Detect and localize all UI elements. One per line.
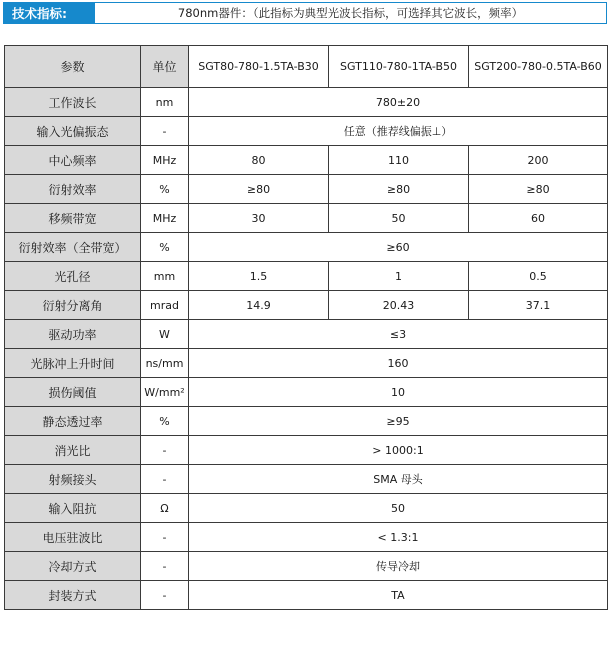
table-row (5, 349, 608, 378)
row-value: ≤3 (189, 320, 608, 349)
table-row (5, 581, 608, 610)
table-row (5, 378, 608, 407)
row-unit: MHz (141, 146, 189, 175)
row-value: 30 (189, 204, 329, 233)
table-row (5, 407, 608, 436)
row-value: ≥80 (469, 175, 608, 204)
row-value: 60 (469, 204, 608, 233)
row-unit: - (141, 552, 189, 581)
row-value: 1 (329, 262, 469, 291)
row-label: 消光比 (5, 436, 141, 465)
row-value: 传导冷却 (189, 552, 608, 581)
table-row (5, 146, 608, 175)
row-value: 14.9 (189, 291, 329, 320)
row-unit: - (141, 581, 189, 610)
table-row (5, 262, 608, 291)
table-row (5, 291, 608, 320)
row-value: 0.5 (469, 262, 608, 291)
row-label: 光脉冲上升时间 (5, 349, 141, 378)
row-label: 静态透过率 (5, 407, 141, 436)
row-value: 50 (329, 204, 469, 233)
row-label: 输入阻抗 (5, 494, 141, 523)
row-value: 20.43 (329, 291, 469, 320)
row-value: SMA 母头 (189, 465, 608, 494)
spec-table-body (5, 46, 608, 610)
row-unit: % (141, 233, 189, 262)
table-row (5, 523, 608, 552)
table-row (5, 204, 608, 233)
table-row (5, 117, 608, 146)
row-value: 80 (189, 146, 329, 175)
row-value: 780±20 (189, 88, 608, 117)
row-value: ≥80 (329, 175, 469, 204)
row-label: 射频接头 (5, 465, 141, 494)
row-label: 损伤阈值 (5, 378, 141, 407)
row-value: TA (189, 581, 608, 610)
column-header-model-2: SGT110-780-1TA-B50 (329, 46, 469, 88)
row-label: 衍射效率（全带宽） (5, 233, 141, 262)
row-value: ≥95 (189, 407, 608, 436)
column-header-model-1: SGT80-780-1.5TA-B30 (189, 46, 329, 88)
row-label: 输入光偏振态 (5, 117, 141, 146)
spec-header-note: 780nm器件：（此指标为典型光波长指标，可选择其它波长，频率） (95, 2, 607, 24)
column-header-param: 参数 (5, 46, 141, 88)
row-value: 10 (189, 378, 608, 407)
row-label: 工作波长 (5, 88, 141, 117)
row-value: 160 (189, 349, 608, 378)
table-row (5, 175, 608, 204)
row-value: ≥80 (189, 175, 329, 204)
table-row (5, 465, 608, 494)
row-value: > 1000:1 (189, 436, 608, 465)
row-label: 移频带宽 (5, 204, 141, 233)
spec-header-tag: 技术指标: (3, 2, 95, 24)
spec-header (3, 2, 607, 24)
row-unit: % (141, 175, 189, 204)
row-unit: W/mm² (141, 378, 189, 407)
row-label: 封装方式 (5, 581, 141, 610)
row-unit: % (141, 407, 189, 436)
row-unit: - (141, 436, 189, 465)
row-label: 光孔径 (5, 262, 141, 291)
row-unit: ns/mm (141, 349, 189, 378)
row-value: < 1.3:1 (189, 523, 608, 552)
table-row (5, 436, 608, 465)
row-label: 电压驻波比 (5, 523, 141, 552)
table-row (5, 233, 608, 262)
row-value: 37.1 (469, 291, 608, 320)
row-unit: W (141, 320, 189, 349)
row-label: 衍射效率 (5, 175, 141, 204)
column-header-model-3: SGT200-780-0.5TA-B60 (469, 46, 608, 88)
row-value: ≥60 (189, 233, 608, 262)
column-header-unit: 单位 (141, 46, 189, 88)
table-row (5, 320, 608, 349)
row-label: 中心频率 (5, 146, 141, 175)
table-header-row (5, 46, 608, 88)
row-value: 1.5 (189, 262, 329, 291)
row-unit: - (141, 523, 189, 552)
table-row (5, 494, 608, 523)
row-unit: mm (141, 262, 189, 291)
table-row (5, 88, 608, 117)
row-unit: mrad (141, 291, 189, 320)
spec-table (4, 45, 608, 610)
row-label: 冷却方式 (5, 552, 141, 581)
row-unit: - (141, 465, 189, 494)
table-row (5, 552, 608, 581)
row-unit: nm (141, 88, 189, 117)
row-unit: - (141, 117, 189, 146)
row-label: 衍射分离角 (5, 291, 141, 320)
row-value: 110 (329, 146, 469, 175)
row-value: 任意（推荐线偏振⊥） (189, 117, 608, 146)
row-value: 50 (189, 494, 608, 523)
row-value: 200 (469, 146, 608, 175)
row-unit: MHz (141, 204, 189, 233)
row-label: 驱动功率 (5, 320, 141, 349)
row-unit: Ω (141, 494, 189, 523)
